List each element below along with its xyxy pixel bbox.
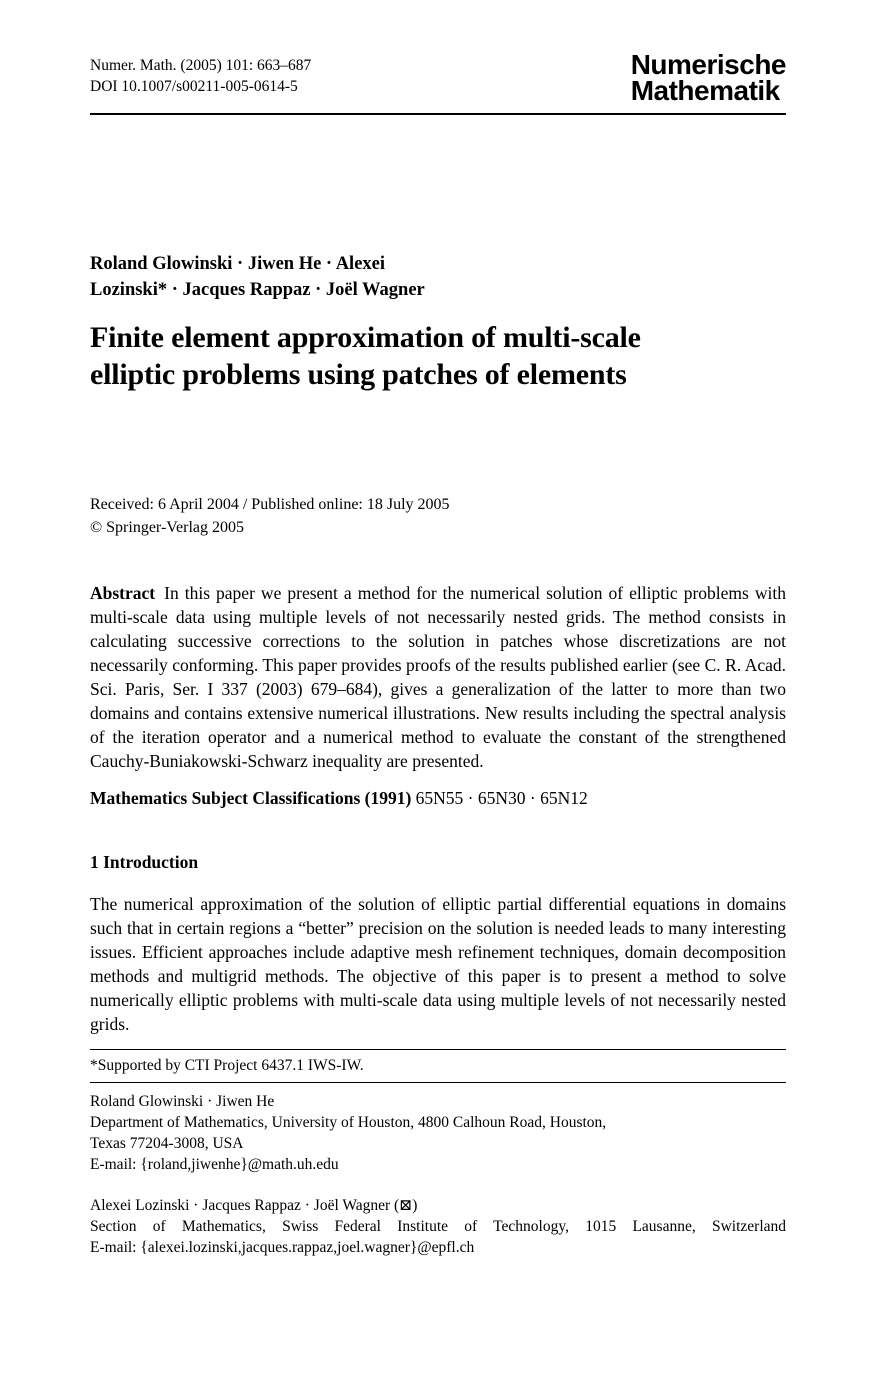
msc-codes: 65N55 · 65N30 · 65N12 [415, 788, 588, 808]
affiliation-authors: Alexei Lozinski · Jacques Rappaz · Joël Wagner (⊠) [90, 1197, 418, 1214]
journal-logo-line1: Numerische [630, 49, 786, 80]
citation-block [90, 52, 311, 97]
affiliation-address-line: Texas 77204-3008, USA [90, 1135, 244, 1152]
affiliation-rule [90, 1082, 786, 1083]
page-header [90, 49, 786, 106]
journal-logo [630, 49, 786, 106]
journal-citation: Numer. Math. (2005) 101: 663–687 [90, 57, 312, 74]
affiliation-email: E-mail: {alexei.lozinski,jacques.rappaz,joel.wagner}@epfl.ch [90, 1239, 475, 1256]
affiliation-address-line: Section of Mathematics, Swiss Federal Institute of Technology, 1015 Lausanne, Switzerland [90, 1218, 786, 1235]
affiliation-authors: Roland Glowinski · Jiwen He [90, 1093, 275, 1110]
journal-logo-line2: Mathematik [630, 75, 780, 106]
copyright-line: © Springer-Verlag 2005 [90, 519, 245, 536]
publication-meta [90, 493, 786, 539]
affiliation-block-2 [90, 1195, 786, 1258]
affiliation-address-line: Department of Mathematics, University of Houston, 4800 Calhoun Road, Houston, [90, 1114, 607, 1131]
abstract-paragraph [90, 581, 786, 773]
paper-title-line1: Finite element approximation of multi-scale [90, 321, 641, 354]
author-list-line1: Roland Glowinski · Jiwen He · Alexei [90, 254, 386, 274]
header-rule [90, 113, 786, 115]
author-list-line2: Lozinski* · Jacques Rappaz · Joël Wagner [90, 280, 425, 300]
affiliation-email: E-mail: {roland,jiwenhe}@math.uh.edu [90, 1156, 339, 1173]
abstract-text: In this paper we present a method for the numerical solution of elliptic problems with multi-scale data using multiple levels of not necessarily nested grids. The method consists in calculating successive corrections to the solution in patches whose discretizations are not necessarily conforming. This paper provides proofs of the results published earlier (see C. R. Acad. Sci. Paris, Ser. I 337 (2003) 679–684), gives a generalization of the latter to more than two domains and contains extensive numerical illustrations. New results including the spectral analysis of the iteration operator and a numerical method to evaluate the constant of the strengthened Cauchy-Buniakowski-Schwarz inequality are presented. [90, 583, 786, 771]
footnote-rule [90, 1049, 786, 1050]
affiliation-block-1 [90, 1091, 786, 1175]
received-line: Received: 6 April 2004 / Published online: 18 July 2005 [90, 496, 450, 513]
paper-title [90, 319, 786, 393]
author-list [90, 251, 786, 303]
msc-line [90, 786, 786, 810]
paper-title-line2: elliptic problems using patches of elements [90, 358, 627, 391]
abstract-label: Abstract [90, 583, 156, 603]
section-heading-introduction: 1 Introduction [90, 852, 199, 872]
msc-label: Mathematics Subject Classifications (1991) [90, 788, 412, 808]
doi-line: DOI 10.1007/s00211-005-0614-5 [90, 78, 298, 95]
introduction-paragraph: The numerical approximation of the solution of elliptic partial differential equations in domains such that in certain regions a “better” precision on the solution is needed leads to many interesting issues. Efficient approaches include adaptive mesh refinement techniques, domain decomposition methods and multigrid methods. The objective of this paper is to present a method to solve numerically elliptic problems with multi-scale data using multiple levels of not necessarily nested grids. [90, 894, 786, 1034]
support-footnote: *Supported by CTI Project 6437.1 IWS-IW. [90, 1057, 364, 1074]
